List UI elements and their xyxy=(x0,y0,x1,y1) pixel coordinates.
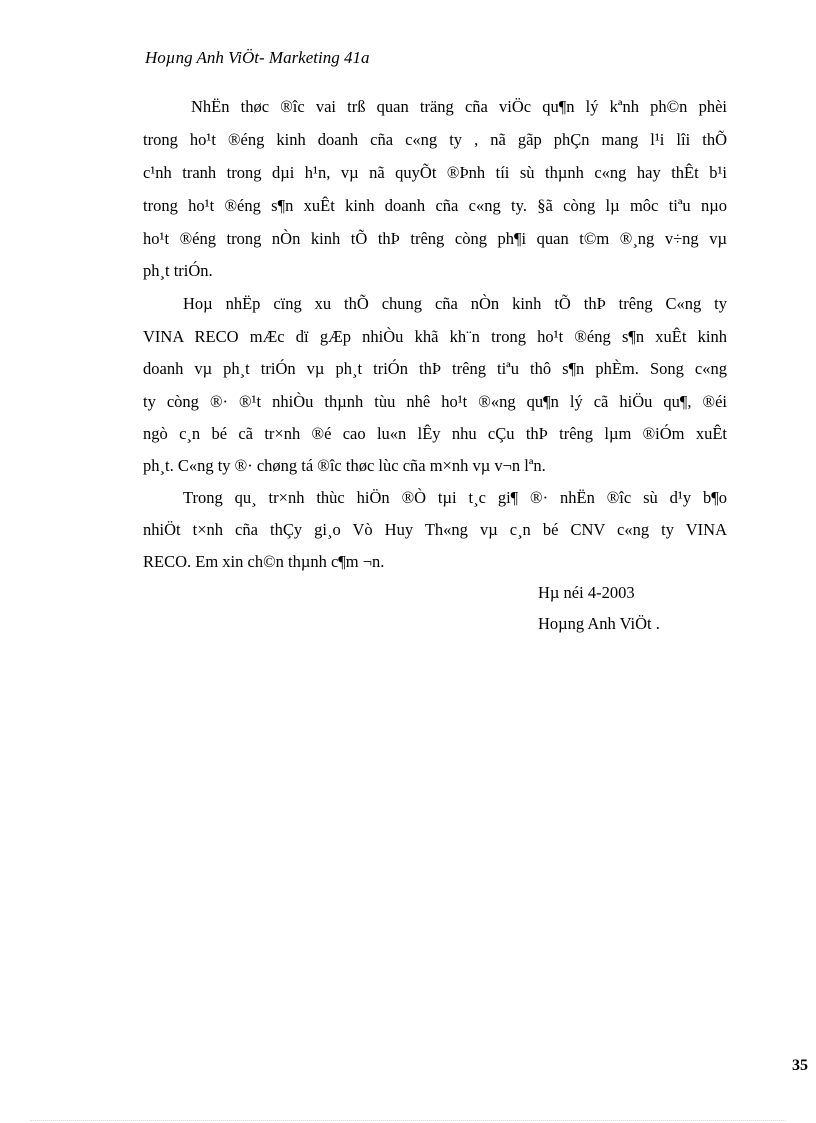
body-line-10: ty còng ®· ®¹t nhiÒu thµnh tùu nhê ho¹t ®«ng qu¶n lý cã hiÖu qu¶, ®éi xyxy=(143,392,727,411)
body-line-2: trong ho¹t ®éng kinh doanh cña c«ng ty , nã gãp phÇn mang l¹i lîi thÕ xyxy=(143,130,727,149)
body-line-7: Hoµ nhËp cïng xu thÕ chung cña nÒn kinh tÕ thÞ trêng C«ng ty xyxy=(183,294,727,313)
body-line-13: Trong qu¸ tr×nh thùc hiÖn ®Ò tµi t¸c gi¶ ®· nhËn ®îc sù d¹y b¶o xyxy=(183,488,727,507)
page-number: 35 xyxy=(792,1057,808,1074)
signature-name: Hoµng Anh ViÖt . xyxy=(538,614,660,633)
body-line-11: ngò c¸n bé cã tr×nh ®é cao lu«n lÊy nhu cÇu thÞ trêng lµm ®iÓm xuÊt xyxy=(143,424,727,443)
body-line-1: NhËn thøc ®îc vai trß quan träng cña viÖc qu¶n lý kªnh ph©n phèi xyxy=(191,97,727,116)
body-line-4: trong ho¹t ®éng s¶n xuÊt kinh doanh cña c«ng ty. §ã còng lµ môc tiªu nµo xyxy=(143,196,727,215)
body-line-12: ph¸t. C«ng ty ®· chøng tá ®îc thøc lùc cña m×nh vµ v¬n lªn. xyxy=(143,456,546,475)
body-line-8: VINA RECO mÆc dï gÆp nhiÒu khã kh¨n trong ho¹t ®éng s¶n xuÊt kinh xyxy=(143,327,727,346)
running-header: Hoµng Anh ViÖt- Marketing 41a xyxy=(145,48,370,67)
body-line-14: nhiÖt t×nh cña thÇy gi¸o Vò Huy Th«ng vµ c¸n bé CNV c«ng ty VINA xyxy=(143,520,727,539)
signature-place-date: Hµ néi 4-2003 xyxy=(538,583,635,602)
body-line-3: c¹nh tranh trong dµi h¹n, vµ nã quyÕt ®Þnh tíi sù thµnh c«ng hay thÊt b¹i xyxy=(143,163,727,182)
body-line-15: RECO. Em xin ch©n thµnh c¶m ¬n. xyxy=(143,552,385,571)
page-bottom-border xyxy=(30,1120,786,1121)
body-line-5: ho¹t ®éng trong nÒn kinh tÕ thÞ trêng còng ph¶i quan t©m ®¸ng v÷ng vµ xyxy=(143,229,727,248)
body-line-9: doanh vµ ph¸t triÓn vµ ph¸t triÓn thÞ trêng tiªu thô s¶n phÈm. Song c«ng xyxy=(143,359,727,378)
body-line-6: ph¸t triÓn. xyxy=(143,261,213,280)
